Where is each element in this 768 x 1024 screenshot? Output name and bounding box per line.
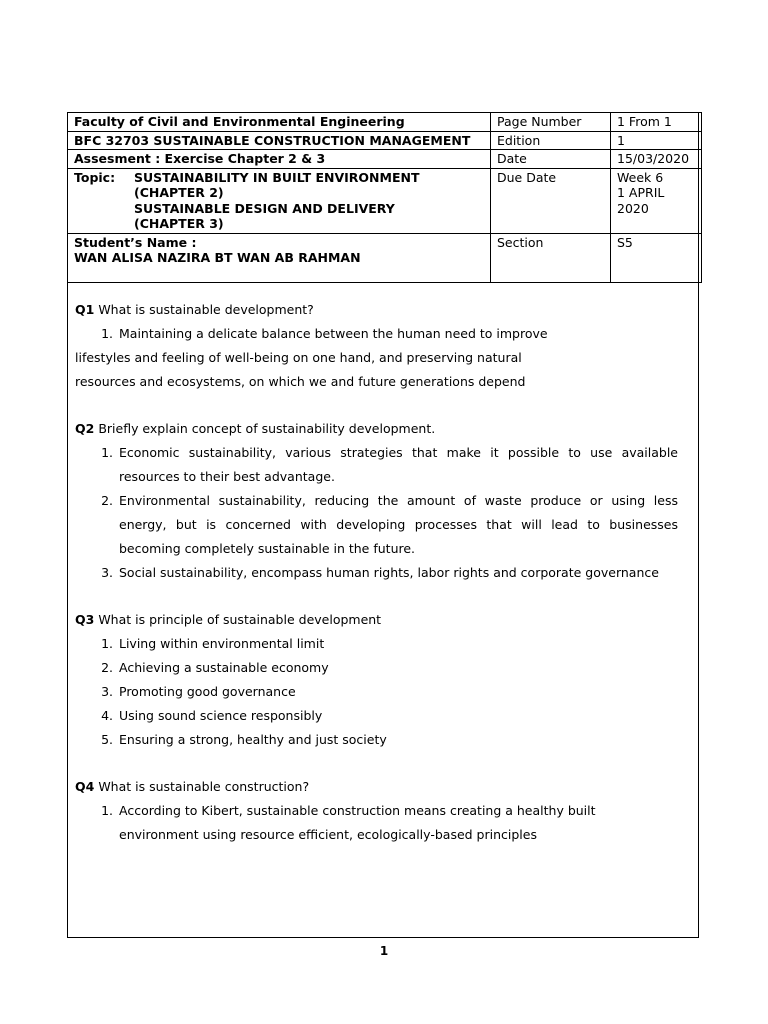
topic-cell [68, 168, 491, 233]
due-date-value [611, 168, 702, 233]
list-item [75, 728, 678, 752]
date-label: Date [491, 150, 611, 169]
list-item [75, 704, 678, 728]
due-date-line: Week 6 [617, 169, 664, 185]
item-number: 1. [101, 445, 113, 460]
question-1 [75, 298, 678, 322]
section-label: Section [491, 233, 611, 282]
item-number: 2. [101, 660, 113, 675]
list-item [75, 441, 678, 489]
item-text: According to Kibert, sustainable construction means creating a healthy built environment using resource efficient, ecologically-based principles [119, 803, 596, 842]
topic-line: SUSTAINABILITY IN BUILT ENVIRONMENT [134, 169, 420, 185]
answer-list [75, 632, 678, 752]
item-text: Ensuring a strong, healthy and just society [119, 732, 387, 747]
course-title: BFC 32703 SUSTAINABLE CONSTRUCTION MANAGEMENT [68, 131, 491, 150]
item-number: 1. [101, 326, 113, 341]
question-4 [75, 775, 678, 799]
question-2 [75, 417, 678, 441]
answer-list [75, 799, 678, 847]
topic-lines [134, 170, 419, 232]
student-cell [68, 233, 491, 282]
item-text: Using sound science responsibly [119, 708, 323, 723]
list-item [75, 656, 678, 680]
list-item [75, 561, 678, 585]
item-number: 2. [101, 493, 113, 508]
answer-list [75, 322, 678, 346]
page-number-footer: 1 [379, 944, 389, 958]
answer-continuation: resources and ecosystems, on which we and future generations depend [75, 374, 526, 389]
item-text: Social sustainability, encompass human rights, labor rights and corporate governance [119, 565, 659, 580]
due-date-line: 2020 [617, 200, 649, 216]
question-text: What is sustainable construction? [98, 779, 310, 794]
question-number: Q2 [75, 421, 95, 436]
item-number: 5. [101, 732, 113, 747]
date-value: 15/03/2020 [611, 150, 702, 169]
item-text: Environmental sustainability, reducing the amount of waste produce or using less energy, but is concerned with developing processes that will lead to businesses becoming completely sustainable in the future. [119, 493, 678, 556]
list-item [75, 632, 678, 656]
student-label: Student’s Name : [74, 234, 197, 250]
answers-content [75, 298, 678, 847]
list-item [75, 799, 678, 847]
due-date-label: Due Date [491, 168, 611, 233]
question-text: What is sustainable development? [98, 302, 314, 317]
assessment-title: Assesment : Exercise Chapter 2 & 3 [68, 150, 491, 169]
edition-value: 1 [611, 131, 702, 150]
item-number: 3. [101, 565, 113, 580]
page-number-value: 1 From 1 [611, 113, 702, 132]
question-number: Q4 [75, 779, 95, 794]
item-text: Maintaining a delicate balance between the human need to improve [119, 326, 548, 341]
item-text: Living within environmental limit [119, 636, 325, 651]
due-date-line: 1 APRIL [617, 185, 665, 200]
list-item [75, 322, 678, 346]
item-number: 1. [101, 636, 113, 651]
question-3 [75, 608, 678, 632]
section-value: S5 [611, 233, 702, 282]
list-item [75, 489, 678, 561]
topic-line: (CHAPTER 2) [134, 185, 224, 200]
edition-label: Edition [491, 131, 611, 150]
faculty-name: Faculty of Civil and Environmental Engineering [68, 113, 491, 132]
question-number: Q1 [75, 302, 95, 317]
question-number: Q3 [75, 612, 95, 627]
student-name: WAN ALISA NAZIRA BT WAN AB RAHMAN [74, 250, 361, 265]
list-item [75, 680, 678, 704]
answer-continuation: lifestyles and feeling of well-being on one hand, and preserving natural [75, 350, 522, 365]
item-text: Achieving a sustainable economy [119, 660, 329, 675]
answer-list [75, 441, 678, 585]
item-number: 1. [101, 803, 113, 818]
item-number: 4. [101, 708, 113, 723]
item-number: 3. [101, 684, 113, 699]
item-text: Promoting good governance [119, 684, 296, 699]
topic-label: Topic: [74, 169, 116, 185]
topic-line: SUSTAINABLE DESIGN AND DELIVERY [134, 200, 395, 216]
topic-line: (CHAPTER 3) [134, 216, 224, 231]
question-text: What is principle of sustainable development [98, 612, 382, 627]
document-header-table [67, 112, 702, 283]
page-number-label: Page Number [491, 113, 611, 132]
question-text: Briefly explain concept of sustainability development. [98, 421, 436, 436]
item-text: Economic sustainability, various strategies that make it possible to use available resources to their best advantage. [119, 445, 678, 484]
